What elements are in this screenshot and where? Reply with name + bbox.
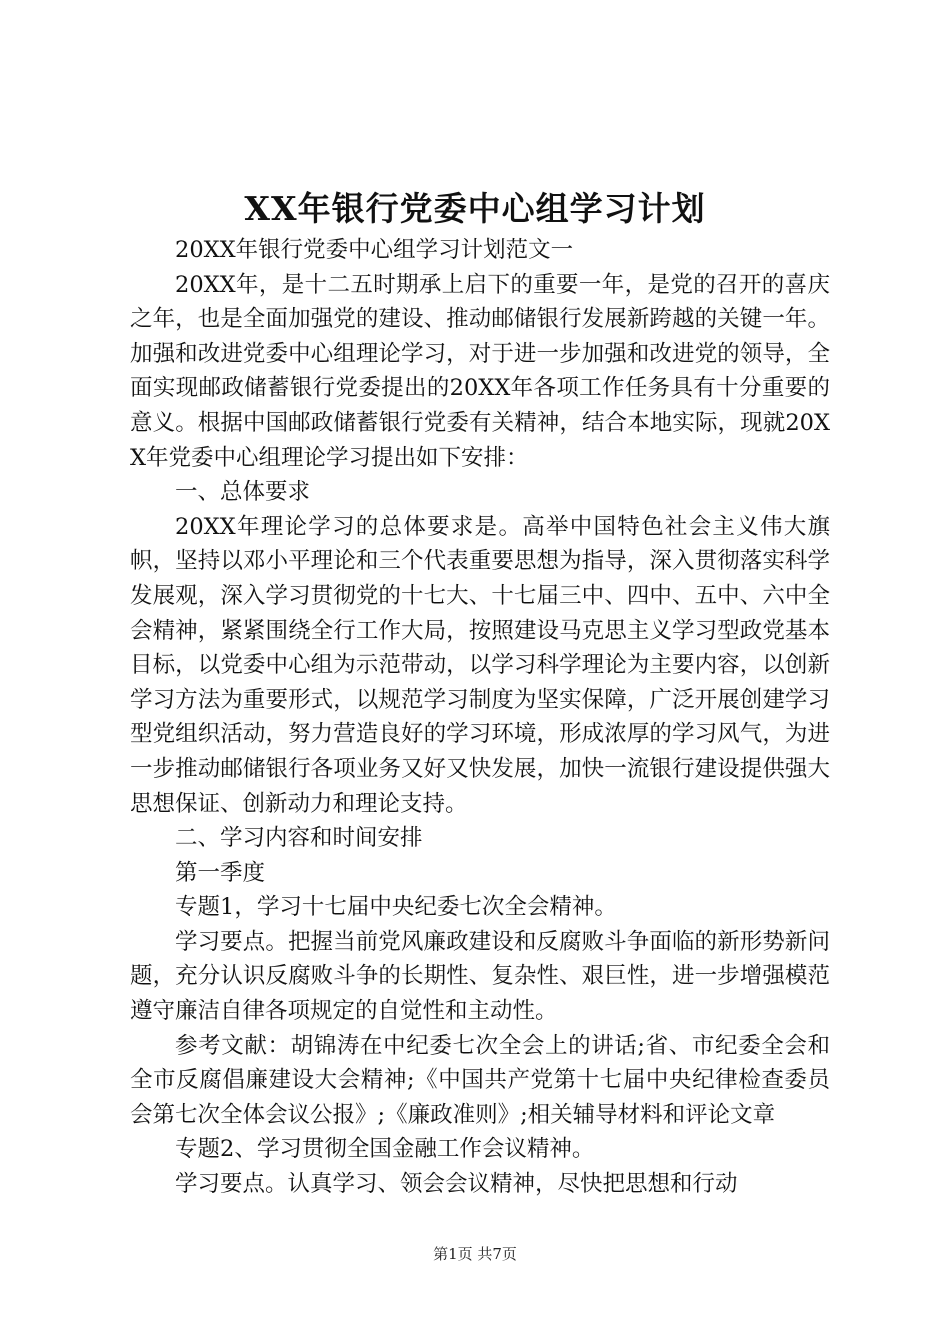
- subheading-first-quarter: 第一季度: [175, 859, 266, 886]
- section-heading-content-schedule: 二、学习内容和时间安排: [175, 825, 423, 852]
- section-heading-general-requirements: 一、总体要求: [175, 479, 311, 506]
- paragraph-topic-2: 专题2、学习贯彻全国金融工作会议精神。: [175, 1136, 595, 1163]
- document-title: XX年银行党委中心组学习计划: [244, 189, 706, 228]
- paragraph-intro: 20XX年，是十二五时期承上启下的重要一年，是党的召开的喜庆之年，也是全面加强党的建设、推动邮储银行发展新跨越的关键一年。加强和改进党委中心组理论学习，对于进一步加强和改进党的领导，全面实现邮政储蓄银行党委提出的20XX年各项工作任务具有十分重要的意义。根据中国邮政储蓄银行党委有关精神，结合本地实际，现就20XX年党委中心组理论学习提出如下安排：: [130, 271, 830, 471]
- paragraph-topic-2-key-points: 学习要点。认真学习、领会会议精神，尽快把思想和行动: [175, 1171, 738, 1198]
- paragraph-topic-1-key-points: 学习要点。把握当前党风廉政建设和反腐败斗争面临的新形势新问题，充分认识反腐败斗争的长期性、复杂性、艰巨性，进一步增强模范遵守廉洁自律各项规定的自觉性和主动性。: [130, 928, 830, 1025]
- paragraph-topic-1: 专题1，学习十七届中央纪委七次全会精神。: [175, 894, 617, 921]
- page-number-footer: 第1页 共7页: [433, 1245, 517, 1263]
- paragraph-general-requirements: 20XX年理论学习的总体要求是。高举中国特色社会主义伟大旗帜，坚持以邓小平理论和三个代表重要思想为指导，深入贯彻落实科学发展观，深入学习贯彻党的十七大、十七届三中、四中、五中、六中全会精神，紧紧围绕全行工作大局，按照建设马克思主义学习型政党基本目标，以党委中心组为示范带动，以学习科学理论为主要内容，以创新学习方法为重要形式，以规范学习制度为坚实保障，广泛开展创建学习型党组织活动，努力营造良好的学习环境，形成浓厚的学习风气，为进一步推动邮储银行各项业务又好又快发展，加快一流银行建设提供强大思想保证、创新动力和理论支持。: [130, 513, 830, 817]
- paragraph-subtitle: 20XX年银行党委中心组学习计划范文一: [175, 237, 574, 263]
- paragraph-topic-1-references: 参考文献：胡锦涛在中纪委七次全会上的讲话;省、市纪委全会和全市反腐倡廉建设大会精神;《中国共产党第十七届中央纪律检查委员会第七次全体会议公报》;《廉政准则》;相关辅导材料和评论文章: [130, 1032, 830, 1128]
- document-body: [130, 233, 830, 1202]
